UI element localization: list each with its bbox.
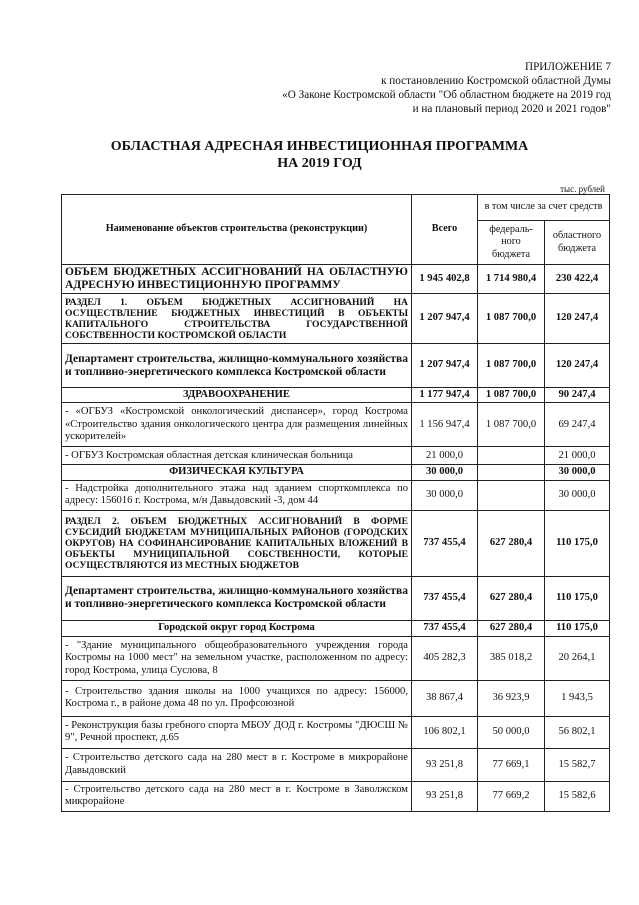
row-total: 737 455,4 (412, 620, 478, 636)
row-federal: 627 280,4 (478, 620, 545, 636)
page-title (0, 138, 639, 172)
row-name: - ОГБУЗ Костромская областная детская клиническая больница (62, 447, 412, 465)
row-regional: 110 175,0 (545, 510, 610, 576)
table-row (62, 576, 610, 620)
row-regional: 110 175,0 (545, 620, 610, 636)
row-regional: 56 802,1 (545, 716, 610, 748)
row-total: 106 802,1 (412, 716, 478, 748)
row-name: Департамент строительства, жилищно-коммунального хозяйства и топливно-энергетического комплекса Костромской области (62, 344, 412, 388)
row-federal: 77 669,2 (478, 781, 545, 811)
row-federal: 385 018,2 (478, 636, 545, 680)
row-federal: 627 280,4 (478, 576, 545, 620)
annex-ref: к постановлению Костромской областной Думы (381, 75, 611, 87)
header-regional: областного бюджета (545, 221, 610, 265)
row-total: 21 000,0 (412, 447, 478, 465)
row-federal: 1 087 700,0 (478, 403, 545, 447)
row-total: 93 251,8 (412, 781, 478, 811)
row-regional: 15 582,7 (545, 748, 610, 781)
row-total: 737 455,4 (412, 576, 478, 620)
row-total: 405 282,3 (412, 636, 478, 680)
header-federal: федераль-ного бюджета (478, 221, 545, 265)
row-federal: 77 669,1 (478, 748, 545, 781)
annex-title: ПРИЛОЖЕНИЕ 7 (524, 61, 611, 73)
row-regional: 69 247,4 (545, 403, 610, 447)
table-row (62, 680, 610, 716)
row-regional: 110 175,0 (545, 576, 610, 620)
row-total: 30 000,0 (412, 465, 478, 480)
row-regional: 90 247,4 (545, 388, 610, 403)
table-row (62, 403, 610, 447)
row-total: 30 000,0 (412, 480, 478, 510)
row-name: ОБЪЕМ БЮДЖЕТНЫХ АССИГНОВАНИЙ НА ОБЛАСТНУЮ АДРЕСНУЮ ИНВЕСТИЦИОННУЮ ПРОГРАММУ (62, 265, 412, 294)
row-federal: 1 087 700,0 (478, 344, 545, 388)
row-regional: 1 943,5 (545, 680, 610, 716)
row-name: - Реконструкция базы гребного спорта МБОУ ДОД г. Костромы "ДЮСШ № 9", Речной проспект, д.65 (62, 716, 412, 748)
annex-period: и на плановый период 2020 и 2021 годов" (412, 103, 611, 115)
annex-law: «О Законе Костромской области "Об областном бюджете на 2019 год (282, 89, 611, 101)
header-total: Всего (412, 195, 478, 265)
row-name: РАЗДЕЛ 1. ОБЪЕМ БЮДЖЕТНЫХ АССИГНОВАНИЙ НА ОСУЩЕСТВЛЕНИЕ БЮДЖЕТНЫХ ИНВЕСТИЦИЙ В ОБЪЕКТЫ КАПИТАЛЬНОГО СТРОИТЕЛЬСТВА ГОСУДАРСТВЕННОЙ СОБСТВЕННОСТИ КОСТРОМСКОЙ ОБЛАСТИ (62, 294, 412, 344)
row-federal: 50 000,0 (478, 716, 545, 748)
row-federal: 1 087 700,0 (478, 294, 545, 344)
table-row (62, 510, 610, 576)
header-name: Наименование объектов строительства (реконструкции) (62, 195, 412, 265)
title-line-2: НА 2019 ГОД (277, 156, 362, 171)
row-name: РАЗДЕЛ 2. ОБЪЕМ БЮДЖЕТНЫХ АССИГНОВАНИЙ В ФОРМЕ СУБСИДИЙ БЮДЖЕТАМ МУНИЦИПАЛЬНЫХ РАЙОНОВ (ГОРОДСКИХ ОКРУГОВ) НА СОФИНАНСИРОВАНИЕ КАПИТАЛЬНЫХ ВЛОЖЕНИЙ В ОБЪЕКТЫ МУНИЦИПАЛЬНОЙ СОБСТВЕННОСТИ, КОТОРЫЕ ОСУЩЕСТВЛЯЮТСЯ ИЗ МЕСТНЫХ БЮДЖЕТОВ (62, 510, 412, 576)
row-total: 38 867,4 (412, 680, 478, 716)
row-name: - Строительство детского сада на 280 мест в г. Костроме в микрорайоне Давыдовский (62, 748, 412, 781)
row-federal (478, 465, 545, 480)
table-row (62, 748, 610, 781)
row-total: 1 207 947,4 (412, 344, 478, 388)
row-regional: 21 000,0 (545, 447, 610, 465)
table-row (62, 294, 610, 344)
row-federal (478, 447, 545, 465)
row-federal: 1 714 980,4 (478, 265, 545, 294)
row-regional: 120 247,4 (545, 344, 610, 388)
table-row (62, 620, 610, 636)
row-name: - «ОГБУЗ «Костромской онкологический диспансер», город Кострома «Строительство здания онкологического центра для размещения линейных ускорителей» (62, 403, 412, 447)
table-row (62, 636, 610, 680)
title-line-1: ОБЛАСТНАЯ АДРЕСНАЯ ИНВЕСТИЦИОННАЯ ПРОГРАММА (110, 139, 529, 154)
row-name: ЗДРАВООХРАНЕНИЕ (62, 388, 412, 403)
table-row (62, 781, 610, 811)
row-name: - Надстройка дополнительного этажа над зданием спорткомплекса по адресу: 156016 г. Кострома, м/н Давыдовский -3, дом 44 (62, 480, 412, 510)
table-row (62, 447, 610, 465)
investment-table (61, 194, 610, 812)
row-federal: 627 280,4 (478, 510, 545, 576)
row-federal (478, 480, 545, 510)
row-federal: 36 923,9 (478, 680, 545, 716)
row-name: - "Здание муниципального общеобразовательного учреждения города Костромы на 1000 мест" на земельном участке, расположенном по адресу: город Кострома, улица Суслова, 8 (62, 636, 412, 680)
units-label: тыс. рублей (560, 184, 605, 194)
row-total: 93 251,8 (412, 748, 478, 781)
table-row (62, 480, 610, 510)
row-regional: 30 000,0 (545, 480, 610, 510)
table-row (62, 265, 610, 294)
row-regional: 120 247,4 (545, 294, 610, 344)
row-regional: 15 582,6 (545, 781, 610, 811)
row-total: 1 207 947,4 (412, 294, 478, 344)
annex-header (282, 60, 611, 116)
row-name: - Строительство здания школы на 1000 учащихся по адресу: 156000, Кострома г., в районе дома 48 по ул. Профсоюзной (62, 680, 412, 716)
row-total: 737 455,4 (412, 510, 478, 576)
row-name: Департамент строительства, жилищно-коммунального хозяйства и топливно-энергетического комплекса Костромской области (62, 576, 412, 620)
row-total: 1 156 947,4 (412, 403, 478, 447)
row-regional: 20 264,1 (545, 636, 610, 680)
row-name: Городской округ город Кострома (62, 620, 412, 636)
row-regional: 30 000,0 (545, 465, 610, 480)
row-federal: 1 087 700,0 (478, 388, 545, 403)
row-regional: 230 422,4 (545, 265, 610, 294)
row-total: 1 177 947,4 (412, 388, 478, 403)
row-name: - Строительство детского сада на 280 мест в г. Костроме в Заволжском микрорайоне (62, 781, 412, 811)
table-row (62, 388, 610, 403)
table-row (62, 344, 610, 388)
row-total: 1 945 402,8 (412, 265, 478, 294)
header-including: в том числе за счет средств (478, 195, 610, 221)
table-row (62, 716, 610, 748)
row-name: ФИЗИЧЕСКАЯ КУЛЬТУРА (62, 465, 412, 480)
table-row (62, 465, 610, 480)
